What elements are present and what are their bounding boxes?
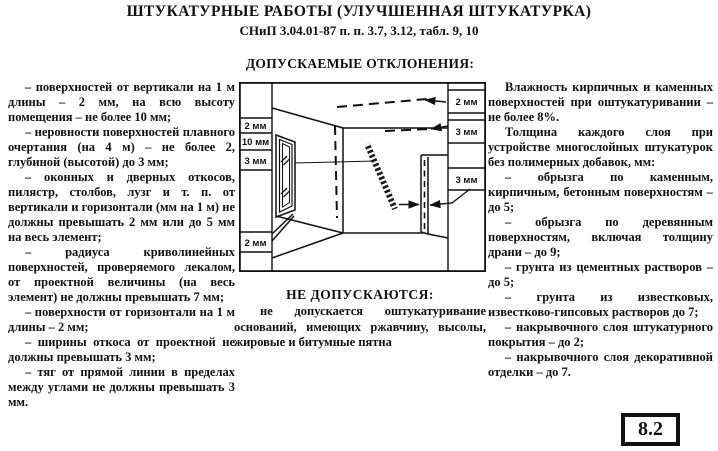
rod-drawing	[295, 144, 395, 209]
tolerance-item: – неровности поверхностей плавного очертания (на 4 м) – не более 2, глубиной (высотой) до 3 мм;	[8, 125, 235, 169]
diagram-label-left-1: 10 мм	[241, 137, 270, 148]
not-allowed-text: не допускается оштукатуривание оснований, имеющих ржавчину, высолы, жировые и битумные пятна	[234, 304, 486, 349]
window-drawing	[276, 135, 295, 217]
diagram-label-right-2: 3 мм	[455, 175, 478, 186]
thickness-item: – грунта из известковых, известково-гипсовых растворов до 7;	[488, 290, 713, 319]
diagram-label-left-3: 2 мм	[244, 238, 267, 249]
thickness-item: – обрызга по деревянным поверхностям, включая толщину драни – до 9;	[488, 215, 713, 259]
thickness-item: – грунта из цементных растворов – до 5;	[488, 260, 713, 289]
section-number-badge: 8.2	[621, 413, 680, 446]
thickness-item: – накрывочного слоя штукатурного покрытия – до 2;	[488, 320, 713, 349]
page-subtitle: СНиП 3.04.01-87 п. п. 3.7, 3.12, табл. 9, 10	[239, 23, 479, 38]
left-column	[8, 80, 235, 410]
not-allowed-paragraph	[234, 304, 486, 351]
tolerance-item: – поверхностей от вертикали на 1 м длины – 2 мм, на всю высоту помещения – не более 10 мм;	[8, 80, 235, 124]
diagram-label-right-0: 2 мм	[455, 97, 478, 108]
tolerance-item: – ширины откоса от проектной не должны превышать 3 мм;	[8, 335, 235, 364]
right-column	[488, 80, 713, 380]
moisture-note: Влажность кирпичных и каменных поверхностей при оштукатуривании – не более 8%.	[488, 80, 713, 124]
tolerance-item: – тяг от прямой линии в пределах между углами не должны превышать 3 мм.	[8, 365, 235, 409]
tolerances-diagram	[239, 82, 486, 272]
tolerance-item: – радиуса криволинейных поверхностей, проверяемого лекалом, от проектной величины (на весь элемент) не должны превышать 7 мм;	[8, 245, 235, 304]
allowed-deviations-heading: ДОПУСКАЕМЫЕ ОТКЛОНЕНИЯ:	[245, 56, 475, 71]
diagram-label-left-2: 3 мм	[244, 156, 267, 167]
layer-thickness-intro: Толщина каждого слоя при устройстве многослойных штукатурок без полимерных добавок, мм:	[488, 125, 713, 169]
tolerance-item: – поверхности от горизонтали на 1 м длины – 2 мм;	[8, 305, 235, 334]
diagram-label-right-1: 3 мм	[455, 127, 478, 138]
diagram-label-left-0: 2 мм	[244, 121, 267, 132]
not-allowed-heading: НЕ ДОПУСКАЮТСЯ:	[286, 287, 434, 302]
page-title: ШТУКАТУРНЫЕ РАБОТЫ (УЛУЧШЕННАЯ ШТУКАТУРКА)	[126, 3, 592, 20]
thickness-item: – накрывочного слоя декоративной отделки – до 7.	[488, 350, 713, 379]
thickness-item: – обрызга по каменным, кирпичным, бетонным поверхностям – до 5;	[488, 170, 713, 214]
diagram-labels	[242, 97, 478, 249]
tolerance-item: – оконных и дверных откосов, пилястр, столбов, лузг и т. п. от вертикали и горизонтали (мм на 1 м) не должны превышать 2 мм или до 5 мм на весь элемент;	[8, 170, 235, 244]
